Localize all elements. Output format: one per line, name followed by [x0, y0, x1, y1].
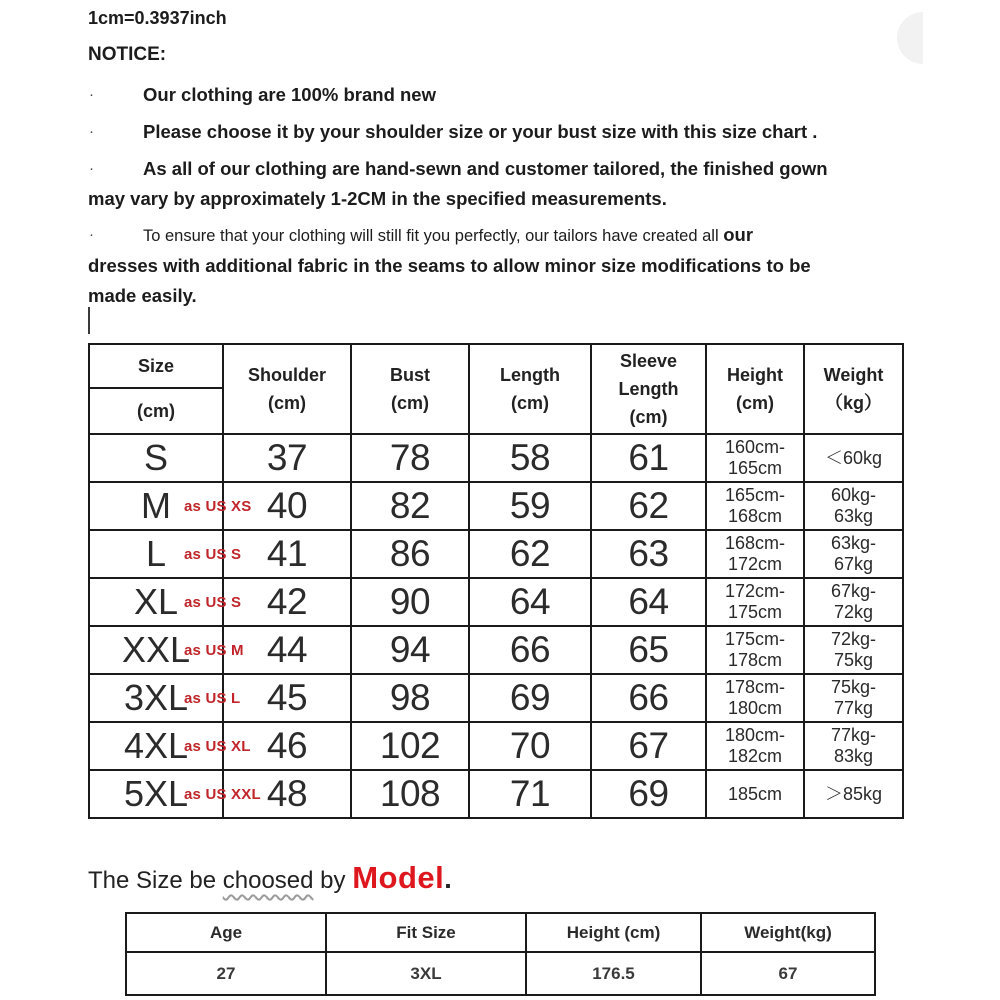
- bust-value: 94: [351, 626, 469, 674]
- weight-line: 67kg-: [830, 581, 877, 601]
- weight-line: 72kg-: [830, 629, 877, 649]
- sleeve-value: 66: [591, 674, 706, 722]
- header-line: Shoulder: [247, 365, 326, 385]
- header-line: (cm): [390, 393, 429, 413]
- length-value: 71: [469, 770, 591, 818]
- us-size-label: as US XXL: [184, 786, 261, 804]
- shoulder-value: 41: [223, 530, 351, 578]
- shoulder-value: 44: [223, 626, 351, 674]
- weight-line: 75kg: [833, 650, 874, 670]
- size-label: M: [141, 485, 171, 526]
- height-line: 175cm-: [724, 629, 786, 649]
- weight-line: 72kg: [833, 602, 874, 622]
- model-table-value-row: [126, 952, 875, 995]
- size-label: XL: [133, 581, 179, 622]
- notice-bullet-3-line1: As all of our clothing are hand-sewn and customer tailored, the finished gown: [143, 158, 828, 179]
- column-header-size: [89, 344, 223, 434]
- sleeve-value: 67: [591, 722, 706, 770]
- header-line: Weight: [823, 365, 884, 385]
- heading-middle: by: [313, 867, 353, 894]
- heading-prefix: The Size be: [88, 867, 223, 894]
- bust-value: 90: [351, 578, 469, 626]
- notice-bullet-3: [88, 154, 918, 184]
- height-line: 182cm: [727, 746, 783, 766]
- sleeve-value: 64: [591, 578, 706, 626]
- weight-range: [804, 674, 903, 722]
- shoulder-value: 48: [223, 770, 351, 818]
- table-row-m: [89, 482, 903, 530]
- column-header-height: [706, 344, 804, 434]
- bust-value: 82: [351, 482, 469, 530]
- weight-range: [804, 434, 903, 482]
- shoulder-value: 46: [223, 722, 351, 770]
- weight-line: 63kg: [833, 506, 874, 526]
- us-size-label: as US XS: [184, 498, 252, 516]
- text-cursor: [88, 307, 90, 334]
- height-line: 172cm: [727, 554, 783, 574]
- us-size-label: as US S: [184, 546, 242, 564]
- table-row-4xl: [89, 722, 903, 770]
- height-range: [706, 626, 804, 674]
- bust-value: 86: [351, 530, 469, 578]
- weight-line: 77kg: [833, 698, 874, 718]
- header-line: Sleeve: [619, 351, 678, 371]
- size-label: 3XL: [123, 677, 189, 718]
- model-size-heading: [88, 860, 452, 896]
- weight-line: 83kg: [833, 746, 874, 766]
- table-row-5xl: [89, 770, 903, 818]
- size-cell: [89, 530, 242, 578]
- height-line: 180cm: [727, 698, 783, 718]
- header-line: (cm): [629, 407, 668, 427]
- length-value: 59: [469, 482, 591, 530]
- weight-range: [804, 770, 903, 818]
- height-line: 168cm: [727, 506, 783, 526]
- length-value: 66: [469, 626, 591, 674]
- unit-conversion-note: 1cm=0.3937inch: [88, 8, 227, 28]
- header-line: （kg）: [824, 393, 882, 413]
- height-range: [706, 722, 804, 770]
- height-line: 180cm-: [724, 725, 786, 745]
- header-line: (cm): [510, 393, 549, 413]
- column-header-length: [469, 344, 591, 434]
- weight-range: [804, 578, 903, 626]
- model-weight-value: 67: [701, 952, 875, 995]
- header-line: Length: [500, 365, 560, 385]
- watermark-crescent: [897, 12, 923, 64]
- shoulder-value: 42: [223, 578, 351, 626]
- us-size-label: as US L: [184, 690, 241, 708]
- sleeve-value: 69: [591, 770, 706, 818]
- sleeve-value: 65: [591, 626, 706, 674]
- notice-bullet-4: [88, 220, 918, 251]
- header-line: (cm): [267, 393, 306, 413]
- notice-bullet-3-line2: may vary by approximately 1-2CM in the specified measurements.: [88, 188, 667, 209]
- model-header-height: Height (cm): [526, 913, 701, 952]
- weight-line: 67kg: [833, 554, 874, 574]
- length-value: 69: [469, 674, 591, 722]
- us-size-label: as US M: [184, 642, 244, 660]
- size-chart-header-row: [89, 344, 903, 434]
- size-cell: [89, 674, 241, 722]
- bust-value: 78: [351, 434, 469, 482]
- size-label: 5XL: [123, 773, 189, 814]
- weight-line: 63kg-: [830, 533, 877, 553]
- bullet-dot-icon: ·: [89, 226, 94, 243]
- model-age-value: 27: [126, 952, 326, 995]
- shoulder-value: 37: [223, 434, 351, 482]
- size-cell: [89, 482, 252, 530]
- us-size-label: as US XL: [184, 738, 251, 756]
- column-header-weight: [804, 344, 903, 434]
- header-line: (cm): [735, 393, 774, 413]
- table-row-l: [89, 530, 903, 578]
- notice-bullet-4-bold: our: [723, 224, 754, 245]
- size-cell: [89, 434, 223, 482]
- us-size-label: as US S: [184, 594, 242, 612]
- sleeve-value: 62: [591, 482, 706, 530]
- bullet-dot-icon: ·: [89, 123, 94, 140]
- height-line: 168cm-: [724, 533, 786, 553]
- column-header-sleeve-length: [591, 344, 706, 434]
- height-line: 165cm: [727, 458, 783, 478]
- weight-line: ＞85kg: [824, 783, 883, 804]
- notice-bullet-2: [88, 117, 918, 147]
- height-line: 160cm-: [724, 437, 786, 457]
- notice-bullet-2-text: Please choose it by your shoulder size or your bust size with this size chart .: [143, 121, 818, 142]
- weight-range: [804, 626, 903, 674]
- size-cell: [89, 770, 261, 818]
- length-value: 58: [469, 434, 591, 482]
- height-range: [706, 770, 804, 818]
- size-label: L: [145, 533, 167, 574]
- weight-line: 77kg-: [830, 725, 877, 745]
- notice-bullet-4-line3: made easily.: [88, 285, 197, 306]
- model-info-table: [125, 912, 876, 996]
- height-line: 178cm: [727, 650, 783, 670]
- weight-line: ＜60kg: [824, 447, 883, 468]
- bullet-dot-icon: ·: [89, 86, 94, 103]
- model-header-fit-size: Fit Size: [326, 913, 526, 952]
- weight-range: [804, 482, 903, 530]
- size-cell: [89, 578, 242, 626]
- weight-line: 60kg-: [830, 485, 877, 505]
- heading-model-word: Model: [352, 860, 445, 895]
- notice-bullet-1-text: Our clothing are 100% brand new: [143, 84, 436, 105]
- bust-value: 98: [351, 674, 469, 722]
- table-row-s: [89, 434, 903, 482]
- size-cell: [89, 722, 251, 770]
- shoulder-value: 45: [223, 674, 351, 722]
- size-label: 4XL: [123, 725, 189, 766]
- bust-value: 108: [351, 770, 469, 818]
- bullet-dot-icon: ·: [89, 160, 94, 177]
- table-row-3xl: [89, 674, 903, 722]
- bust-value: 102: [351, 722, 469, 770]
- height-line: 165cm-: [724, 485, 786, 505]
- sleeve-value: 61: [591, 434, 706, 482]
- height-range: [706, 674, 804, 722]
- table-row-xxl: [89, 626, 903, 674]
- model-table-header-row: [126, 913, 875, 952]
- column-header-shoulder: [223, 344, 351, 434]
- shoulder-value: 40: [223, 482, 351, 530]
- size-label: S: [143, 437, 168, 478]
- length-value: 70: [469, 722, 591, 770]
- table-row-xl: [89, 578, 903, 626]
- height-line: 185cm: [727, 783, 783, 804]
- size-chart-table: [88, 343, 904, 819]
- height-line: 172cm-: [724, 581, 786, 601]
- size-label: XXL: [121, 629, 191, 670]
- height-line: 178cm-: [724, 677, 786, 697]
- notice-bullet-1: [88, 80, 918, 110]
- heading-underlined-word: choosed: [222, 867, 314, 894]
- model-header-weight: Weight(kg): [701, 913, 875, 952]
- weight-range: [804, 722, 903, 770]
- height-range: [706, 434, 804, 482]
- model-header-age: Age: [126, 913, 326, 952]
- height-range: [706, 530, 804, 578]
- model-height-value: 176.5: [526, 952, 701, 995]
- header-line: Height: [727, 365, 783, 385]
- header-line: Bust: [390, 365, 430, 385]
- height-range: [706, 578, 804, 626]
- height-range: [706, 482, 804, 530]
- sleeve-value: 63: [591, 530, 706, 578]
- weight-line: 75kg-: [830, 677, 877, 697]
- size-header-label: Size: [90, 345, 222, 389]
- size-header-unit: (cm): [136, 401, 175, 421]
- length-value: 64: [469, 578, 591, 626]
- length-value: 62: [469, 530, 591, 578]
- column-header-bust: [351, 344, 469, 434]
- notice-list: [88, 80, 918, 311]
- size-cell: [89, 626, 244, 674]
- notice-bullet-4-line2: dresses with additional fabric in the seams to allow minor size modifications to be: [88, 255, 811, 276]
- model-fit-size-value: 3XL: [326, 952, 526, 995]
- heading-period: .: [444, 864, 452, 894]
- height-line: 175cm: [727, 602, 783, 622]
- weight-range: [804, 530, 903, 578]
- header-line: Length: [618, 379, 679, 399]
- notice-bullet-4-normal: To ensure that your clothing will still fit you perfectly, our tailors have created all: [143, 227, 724, 245]
- notice-heading: NOTICE:: [88, 44, 167, 65]
